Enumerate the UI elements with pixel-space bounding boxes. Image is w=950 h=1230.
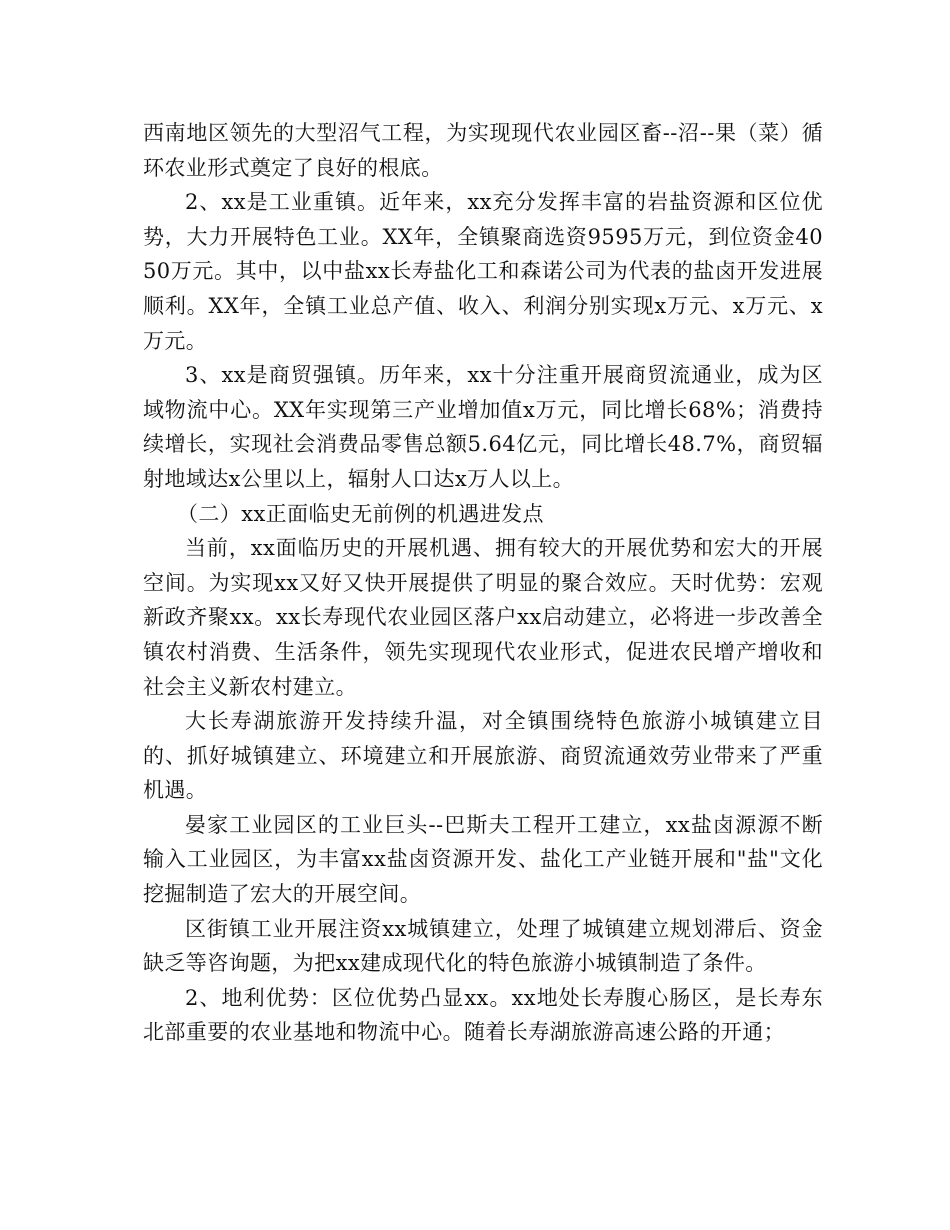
paragraph-commerce-town: 3、xx是商贸强镇。历年来，xx十分注重开展商贸流通业，成为区域物流中心。XX年实现第三产业增加值x万元，同比增长68%；消费持续增长，实现社会消费品零售总额5.64亿元，同比增长48.7%，商贸辐射地域达x公里以上，辐射人口达x万人以上。 bbox=[143, 363, 823, 491]
paragraph-investment: 区街镇工业开展注资xx城镇建立，处理了城镇建立规划滞后、资金缺乏等咨询题，为把xx建成现代化的特色旅游小城镇制造了条件。 bbox=[143, 916, 823, 976]
document-body bbox=[143, 116, 823, 1050]
section-heading: （二）xx正面临史无前例的机遇进发点 bbox=[177, 501, 544, 526]
paragraph-opportunity: 当前，xx面临历史的开展机遇、拥有较大的开展优势和宏大的开展空间。为实现xx又好又快开展提供了明显的聚合效应。天时优势：宏观新政齐聚xx。xx长寿现代农业园区落户xx启动建立，必将进一步改善全镇农村消费、生活条件，领先实现现代农业形式，促进农民增产增收和社会主义新农村建立。 bbox=[143, 536, 823, 699]
paragraph-continuation: 西南地区领先的大型沼气工程，为实现现代农业园区畜--沼--果（菜）循环农业形式奠定了良好的根底。 bbox=[143, 121, 823, 180]
paragraph-industrial-town: 2、xx是工业重镇。近年来，xx充分发挥丰富的岩盐资源和区位优势，大力开展特色工业。XX年，全镇聚商选资9595万元，到位资金4050万元。其中，以中盐xx长寿盐化工和森诺公司为代表的盐卤开发进展顺利。XX年，全镇工业总产值、收入、利润分别实现x万元、x万元、x万元。 bbox=[143, 190, 823, 353]
paragraph-industrial-park: 晏家工业园区的工业巨头--巴斯夫工程开工建立，xx盐卤源源不断输入工业园区，为丰富xx盐卤资源开发、盐化工产业链开展和"盐"文化挖掘制造了宏大的开展空间。 bbox=[143, 812, 823, 907]
paragraph-tourism: 大长寿湖旅游开发持续升温，对全镇围绕特色旅游小城镇建立目的、抓好城镇建立、环境建立和开展旅游、商贸流通效劳业带来了严重机遇。 bbox=[143, 709, 823, 803]
paragraph-location-advantage: 2、地利优势：区位优势凸显xx。xx地处长寿腹心肠区，是长寿东北部重要的农业基地和物流中心。随着长寿湖旅游高速公路的开通； bbox=[143, 985, 823, 1045]
